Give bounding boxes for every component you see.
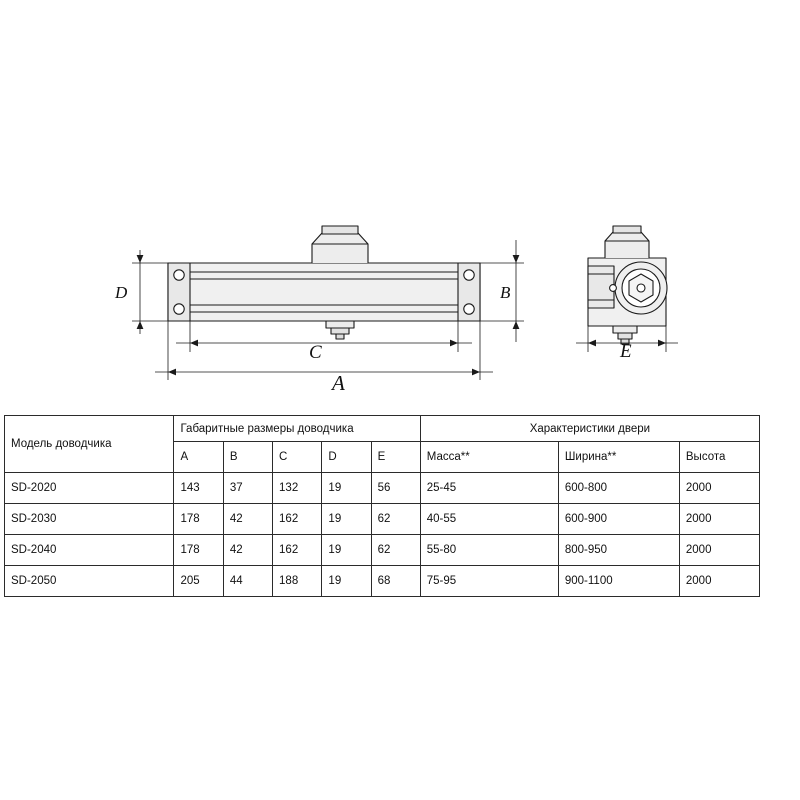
cell-a: 178 <box>174 535 223 566</box>
cell-width: 600-900 <box>558 504 679 535</box>
cell-mass: 75-95 <box>420 566 558 597</box>
dimension-label-b: B <box>500 283 511 302</box>
side-view-group <box>588 226 667 344</box>
header-col-d: D <box>322 442 371 473</box>
cell-height: 2000 <box>679 504 759 535</box>
cell-b: 44 <box>223 566 272 597</box>
header-col-e: E <box>371 442 420 473</box>
cell-e: 56 <box>371 473 420 504</box>
spec-table <box>4 415 760 597</box>
cell-d: 19 <box>322 535 371 566</box>
cell-mass: 25-45 <box>420 473 558 504</box>
cell-d: 19 <box>322 473 371 504</box>
cell-height: 2000 <box>679 473 759 504</box>
header-col-c: C <box>273 442 322 473</box>
front-view-group <box>168 226 480 339</box>
cell-c: 132 <box>273 473 322 504</box>
header-group-door: Характеристики двери <box>420 416 759 442</box>
header-col-b: B <box>223 442 272 473</box>
cell-model: SD-2040 <box>5 535 174 566</box>
header-col-a: A <box>174 442 223 473</box>
cell-width: 600-800 <box>558 473 679 504</box>
dimension-label-a: A <box>332 371 345 395</box>
cell-a: 205 <box>174 566 223 597</box>
cell-a: 143 <box>174 473 223 504</box>
cell-mass: 55-80 <box>420 535 558 566</box>
cell-width: 800-950 <box>558 535 679 566</box>
cell-b: 42 <box>223 535 272 566</box>
technical-drawing <box>0 200 800 415</box>
cell-e: 68 <box>371 566 420 597</box>
cell-mass: 40-55 <box>420 504 558 535</box>
cell-c: 188 <box>273 566 322 597</box>
header-col-width: Ширина** <box>558 442 679 473</box>
header-model: Модель доводчика <box>5 416 174 473</box>
header-col-height: Высота <box>679 442 759 473</box>
cell-a: 178 <box>174 504 223 535</box>
dimension-label-d: D <box>115 283 128 302</box>
cell-height: 2000 <box>679 566 759 597</box>
cell-b: 42 <box>223 504 272 535</box>
cell-c: 162 <box>273 535 322 566</box>
dimension-label-e: E <box>620 341 632 362</box>
cell-b: 37 <box>223 473 272 504</box>
cell-d: 19 <box>322 566 371 597</box>
header-col-mass: Масса** <box>420 442 558 473</box>
drawing-svg <box>0 200 800 415</box>
table-row <box>5 473 760 504</box>
cell-d: 19 <box>322 504 371 535</box>
table-row <box>5 566 760 597</box>
cell-width: 900-1100 <box>558 566 679 597</box>
header-group-dimensions: Габаритные размеры доводчика <box>174 416 420 442</box>
cell-model: SD-2020 <box>5 473 174 504</box>
table-row <box>5 535 760 566</box>
specification-table <box>4 415 760 597</box>
cell-c: 162 <box>273 504 322 535</box>
cell-height: 2000 <box>679 535 759 566</box>
cell-model: SD-2050 <box>5 566 174 597</box>
cell-e: 62 <box>371 504 420 535</box>
dimension-label-c: C <box>309 342 322 363</box>
cell-e: 62 <box>371 535 420 566</box>
table-header-row-1 <box>5 416 760 442</box>
cell-model: SD-2030 <box>5 504 174 535</box>
table-row <box>5 504 760 535</box>
